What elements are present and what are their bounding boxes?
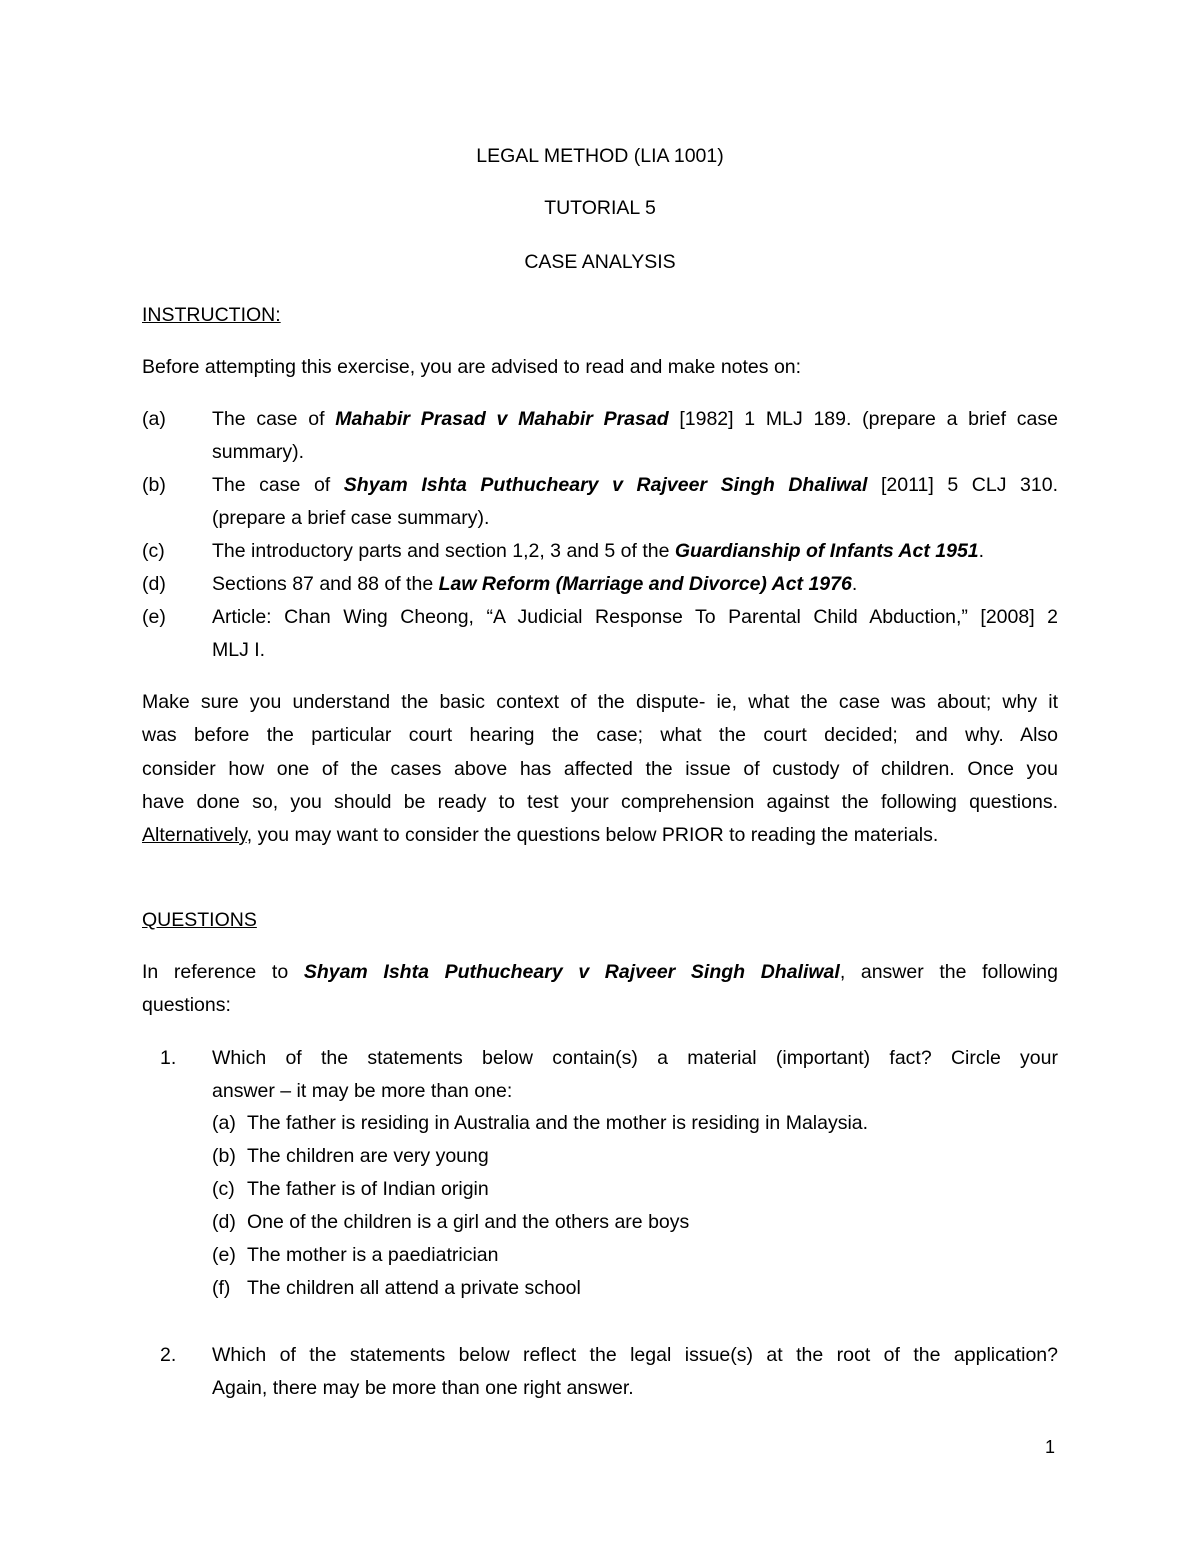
option-label: (a) [212, 1112, 236, 1134]
question-2-text: Which of the statements below reflect the legal issue(s) at the root of the application? [212, 1344, 1058, 1366]
question-number: 2. [160, 1344, 177, 1366]
underlined-word: Alternatively [142, 824, 247, 846]
paragraph-line: Make sure you understand the basic context of the dispute- ie, what the case was about; why it [142, 691, 1058, 713]
option-label: (b) [212, 1145, 236, 1167]
page-number: 1 [1045, 1437, 1056, 1457]
question-1-option-b: (b) The children are very young [212, 1145, 489, 1167]
question-1-option-e: (e) The mother is a paediatrician [212, 1244, 499, 1266]
item-label: (a) [142, 408, 166, 430]
reading-item-e-cont: MLJ I. [212, 639, 266, 661]
topic-title: CASE ANALYSIS [524, 251, 676, 273]
question-1-option-c: (c) The father is of Indian origin [212, 1178, 489, 1200]
reading-item-d: (d) Sections 87 and 88 of the Law Reform (Marriage and Divorce) Act 1976. [142, 573, 858, 595]
item-label: (b) [142, 474, 166, 496]
question-1-option-f: (f) The children all attend a private school [212, 1277, 581, 1299]
questions-intro: In reference to Shyam Ishta Puthucheary v Rajveer Singh Dhaliwal, answer the following [142, 961, 1058, 983]
reading-item-a-cont: summary). [212, 441, 305, 463]
reading-item-c: (c) The introductory parts and section 1,2, 3 and 5 of the Guardianship of Infants Act 1951. [142, 540, 985, 562]
paragraph-line: was before the particular court hearing the case; what the court decided; and why. Also [142, 724, 1058, 746]
reading-item-b-cont: (prepare a brief case summary). [212, 507, 490, 529]
reading-item-e: (e) Article: Chan Wing Cheong, “A Judicial Response To Parental Child Abduction,” [2008] 2 [142, 606, 1058, 628]
question-number: 1. [160, 1047, 177, 1069]
reading-item-a: (a) The case of Mahabir Prasad v Mahabir Prasad [1982] 1 MLJ 189. (prepare a brief case [142, 408, 1058, 430]
question-1-option-d: (d) One of the children is a girl and the others are boys [212, 1211, 690, 1233]
questions-heading: QUESTIONS [142, 909, 257, 931]
item-label: (e) [142, 606, 166, 628]
paragraph-line: have done so, you should be ready to test your comprehension against the following questions. [142, 791, 1058, 813]
case-name: Mahabir Prasad v Mahabir Prasad [335, 408, 669, 430]
act-name: Law Reform (Marriage and Divorce) Act 1976 [438, 573, 852, 595]
course-title: LEGAL METHOD (LIA 1001) [476, 145, 724, 167]
questions-intro-cont: questions: [142, 994, 231, 1016]
paragraph-last-line: Alternatively, you may want to consider the questions below PRIOR to reading the materials. [142, 824, 939, 846]
question-1-option-a: (a) The father is residing in Australia and the mother is residing in Malaysia. [212, 1112, 869, 1134]
case-name: Shyam Ishta Puthucheary v Rajveer Singh Dhaliwal [303, 961, 840, 983]
option-label: (c) [212, 1178, 235, 1200]
option-label: (e) [212, 1244, 236, 1266]
option-label: (d) [212, 1211, 236, 1233]
item-label: (d) [142, 573, 166, 595]
reading-item-b: (b) The case of Shyam Ishta Puthucheary v Rajveer Singh Dhaliwal [2011] 5 CLJ 310. [142, 474, 1059, 496]
act-name: Guardianship of Infants Act 1951 [674, 540, 979, 562]
item-label: (c) [142, 540, 165, 562]
case-name: Shyam Ishta Puthucheary v Rajveer Singh Dhaliwal [343, 474, 868, 496]
instruction-heading: INSTRUCTION: [142, 304, 281, 326]
question-2-text-cont: Again, there may be more than one right answer. [212, 1377, 634, 1399]
question-1-text: Which of the statements below contain(s) a material (important) fact? Circle your [212, 1047, 1058, 1069]
question-1-text-cont: answer – it may be more than one: [212, 1080, 513, 1102]
paragraph-line: consider how one of the cases above has affected the issue of custody of children. Once you [142, 758, 1058, 780]
tutorial-title: TUTORIAL 5 [544, 197, 656, 219]
option-label: (f) [212, 1277, 231, 1299]
instruction-intro: Before attempting this exercise, you are advised to read and make notes on: [142, 356, 802, 378]
